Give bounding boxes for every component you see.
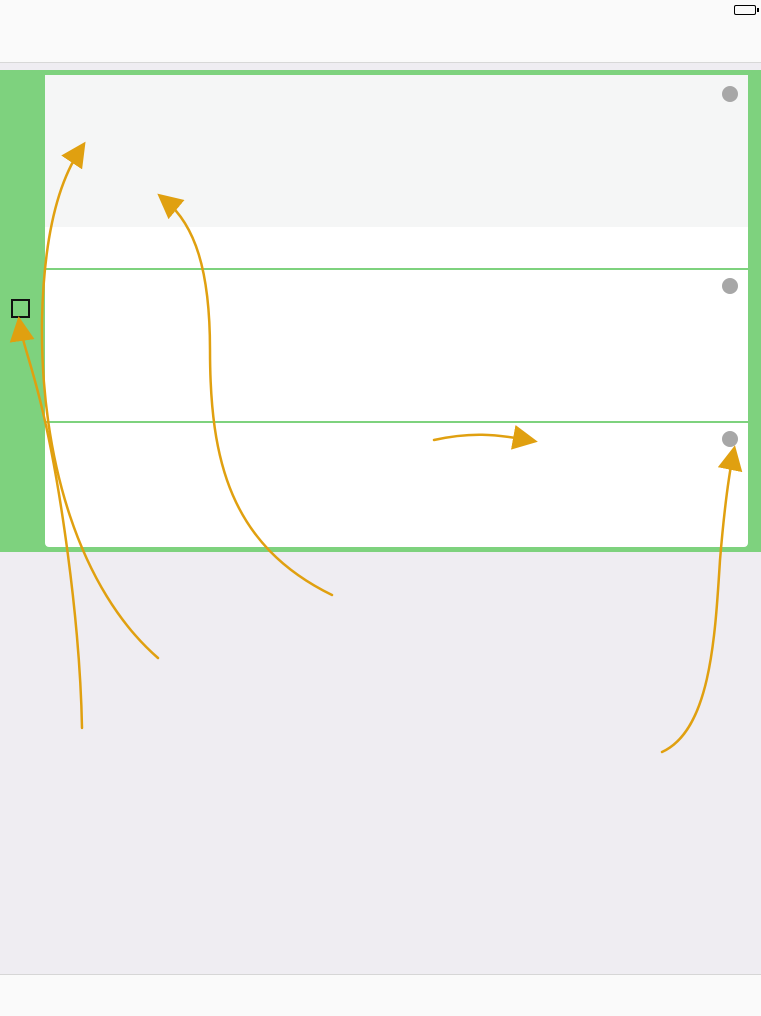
annotation-arrow-bewegungsumfang — [165, 200, 332, 595]
annotation-arrow-endlagen — [42, 150, 158, 658]
bottom-toolbar — [0, 974, 761, 1016]
annotation-arrow-zurueck — [662, 455, 733, 752]
annotation-arrow-eingabe — [434, 435, 528, 440]
